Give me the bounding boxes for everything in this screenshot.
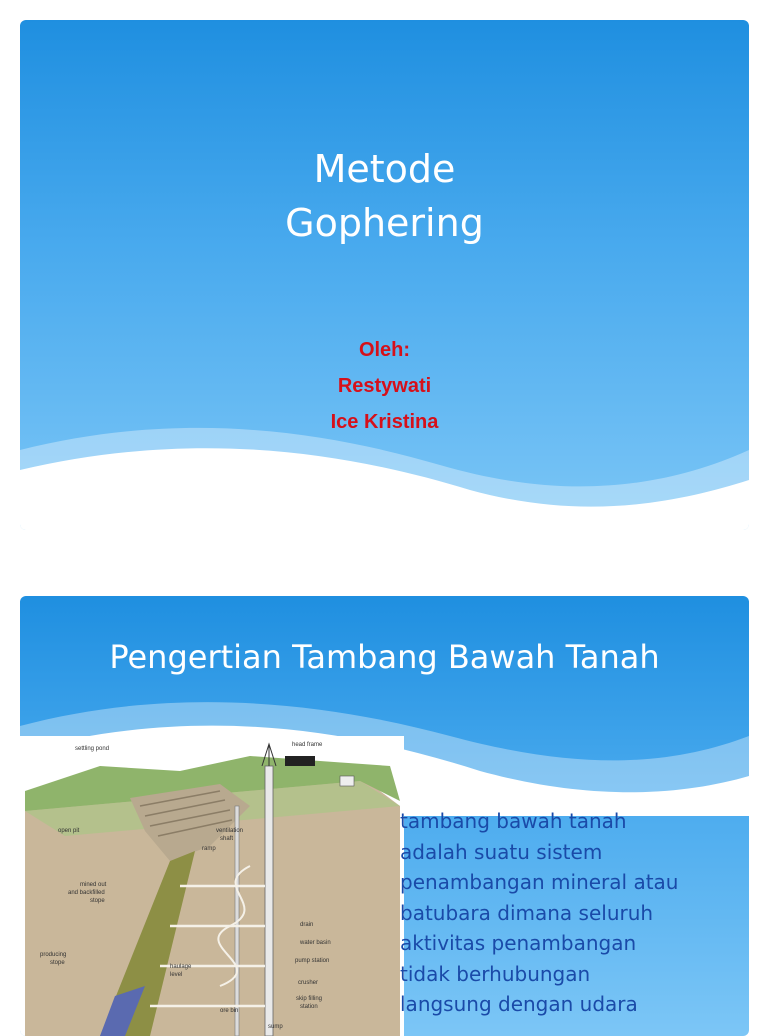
title-line-2: Gophering — [285, 201, 484, 245]
title-slide — [20, 20, 749, 530]
svg-text:shaft: shaft — [220, 836, 234, 842]
svg-text:ventilation: ventilation — [216, 828, 244, 834]
mine-diagram — [20, 736, 404, 1036]
svg-text:stope: stope — [90, 898, 105, 904]
svg-text:haulage: haulage — [170, 964, 192, 970]
author-block — [20, 332, 749, 440]
content-slide — [20, 596, 749, 1036]
svg-text:level: level — [170, 972, 183, 978]
svg-text:drain: drain — [300, 922, 314, 928]
svg-text:producing: producing — [40, 952, 67, 958]
svg-text:pump station: pump station — [295, 958, 330, 964]
svg-text:crusher: crusher — [298, 980, 319, 986]
svg-text:ore bin: ore bin — [220, 1008, 239, 1014]
svg-text:head frame: head frame — [292, 742, 323, 748]
svg-text:sump: sump — [268, 1024, 283, 1030]
body-line: aktivitas penambangan — [400, 931, 637, 955]
svg-text:and backfilled: and backfilled — [68, 890, 105, 896]
slide-title: Pengertian Tambang Bawah Tanah — [109, 638, 660, 676]
body-line: penambangan mineral atau — [400, 870, 679, 894]
svg-text:open pit: open pit — [58, 828, 80, 834]
svg-text:ramp: ramp — [202, 846, 216, 852]
svg-text:station: station — [300, 1004, 318, 1010]
slide-title — [20, 142, 749, 250]
definition-text — [400, 806, 745, 1020]
svg-text:settling pond: settling pond — [75, 746, 110, 752]
svg-text:mined out: mined out — [80, 882, 107, 888]
author-name-2: Ice Kristina — [330, 411, 439, 433]
svg-text:stope: stope — [50, 960, 65, 966]
svg-text:water basin: water basin — [300, 940, 331, 946]
body-line: batubara dimana seluruh — [400, 900, 654, 925]
body-line: adalah suatu sistem — [400, 839, 603, 864]
title-line-1: Metode — [313, 147, 456, 191]
body-line: langsung dengan udara — [400, 992, 638, 1016]
body-line: tidak berhubungan — [400, 961, 591, 986]
author-label: Oleh: — [358, 339, 411, 361]
svg-text:skip filling: skip filling — [296, 996, 323, 1002]
body-line: tambang bawah tanah — [400, 809, 627, 833]
author-name-1: Restywati — [337, 375, 432, 397]
